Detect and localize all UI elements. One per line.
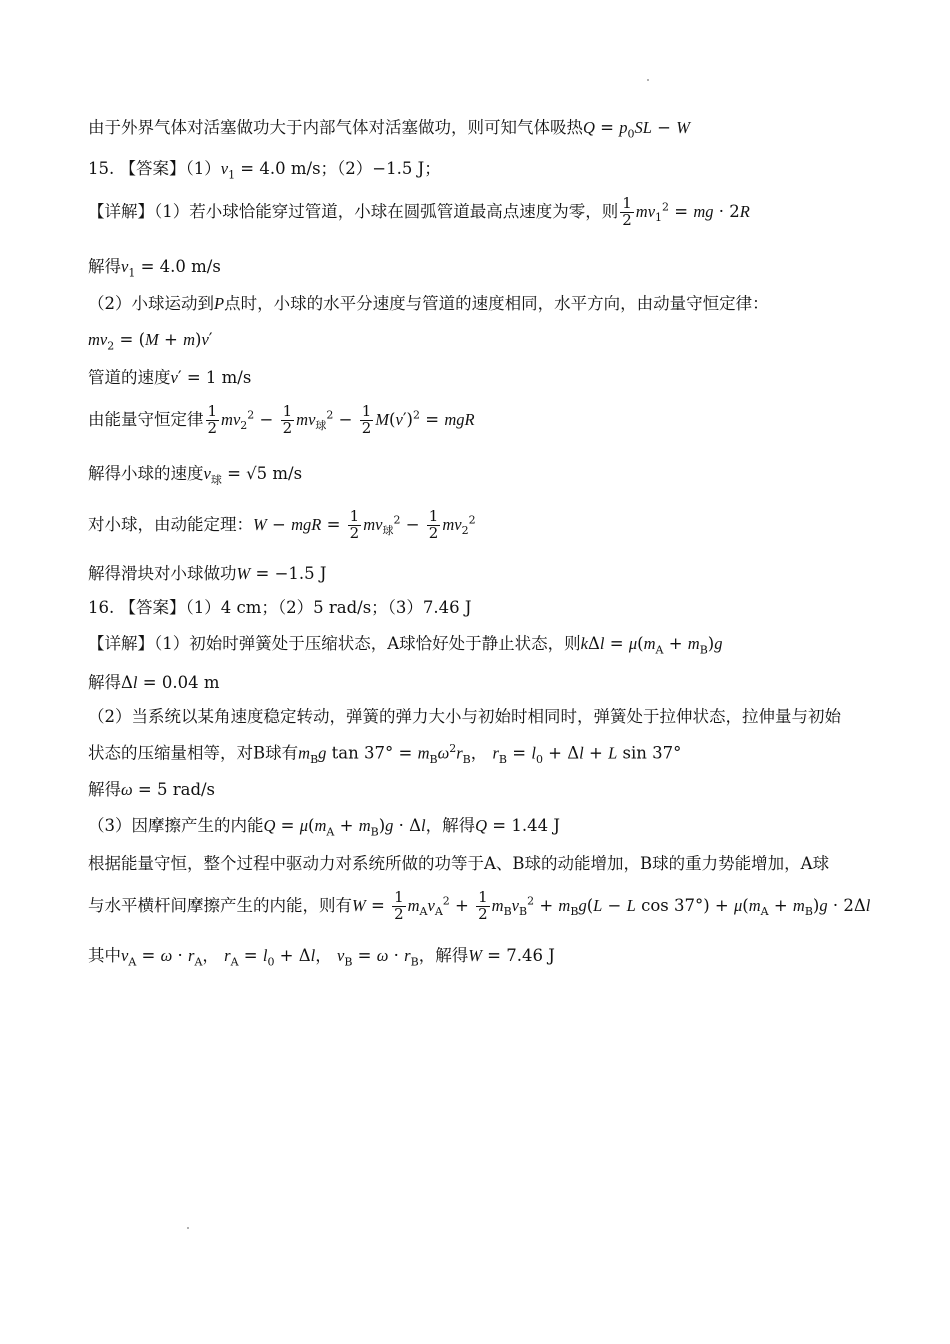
answer-15: 15. 【答案】$(1)v_1 = 4.0$ m/s；（2）−1.5 J；: [88, 159, 441, 182]
detail-15-1: 【详解】（1）若小球恰能穿过管道，小球在圆弧管道最高点速度为零，则 $\frac{1}{2}$ $mv_1^2$ = mg · 2R: [88, 194, 750, 229]
text-line: 解得滑块对小球做功W = −1.5 J: [88, 564, 327, 583]
equation: $mv_2 = (M + m)v'$: [88, 330, 213, 353]
page-mark-top: [647, 79, 649, 81]
equation: 由能量守恒定律 $\frac{1}{2}$ $mv_2^2$ − $\frac{1}{2}$ $mv_球^2$ − $\frac{1}{2}$ $M(v')^2$ = mgR: [88, 402, 475, 437]
text-line: 由于外界气体对活塞做功大于内部气体对活塞做功，则可知气体吸热$Q = p_0SL - W$: [88, 118, 691, 141]
answer-16: 16. 【答案】（1）4 cm；（2）5 rad/s；（3）7.46 J: [88, 598, 472, 617]
detail-16-1: 【详解】（1）初始时弹簧处于压缩状态，A球恰好处于静止状态，则$k\Delta l = \mu(m_A + m_B)g$: [88, 634, 723, 657]
detail-16-3: （3）因摩擦产生的内能$Q = \mu(m_A + m_B)g \cdot \Delta l$，解得Q = 1.44 J: [88, 816, 560, 839]
text-line: 解得$v_1 = 4.0$ m/s: [88, 257, 221, 280]
equation: 对小球，由动能定理：W − mgR = $\frac{1}{2}$ $mv_球^2$ − $\frac{1}{2}$ $mv_2^2$: [88, 507, 476, 542]
detail-15-2: （2）小球运动到P点时，小球的水平分速度与管道的速度相同，水平方向，由动量守恒定律：: [88, 294, 769, 313]
detail-16-2: （2）当系统以某角速度稳定转动，弹簧的弹力大小与初始时相同时，弹簧处于拉伸状态，拉伸量与初始: [88, 707, 841, 726]
text-line: 根据能量守恒，整个过程中驱动力对系统所做的功等于A、B球的动能增加，B球的重力势能增加，A球: [88, 854, 830, 873]
equation: 其中$v_A = \omega \cdot r_A$， $r_A = l_0 + \Delta l$， $v_B = \omega \cdot r_B$，解得W = 7.46 J: [88, 946, 555, 969]
text-line: 解得Δl = 0.04 m: [88, 673, 220, 692]
equation: 状态的压缩量相等，对B球有$m_Bg$ $\tan 37^\circ = m_B\omega^2r_B$， $r_B = l_0 + \Delta l + L$ sin 37°: [88, 742, 682, 766]
equation: 与水平横杆间摩擦产生的内能，则有W = $\frac{1}{2}$ $m_Av_A^2$ + $\frac{1}{2}$ $m_Bv_B^2 + m_Bg(L - L$ $\cos 37^\circ) + \mu(m_A + m_B)g \cdot 2\Delta l$: [88, 888, 871, 923]
text-line: 解得ω = 5 rad/s: [88, 780, 216, 799]
text-line: 解得小球的速度$v_球 = √5$ m/s: [88, 464, 303, 487]
text-line: 管道的速度v′ = 1 m/s: [88, 368, 252, 387]
page-mark-bottom: [187, 1227, 189, 1229]
